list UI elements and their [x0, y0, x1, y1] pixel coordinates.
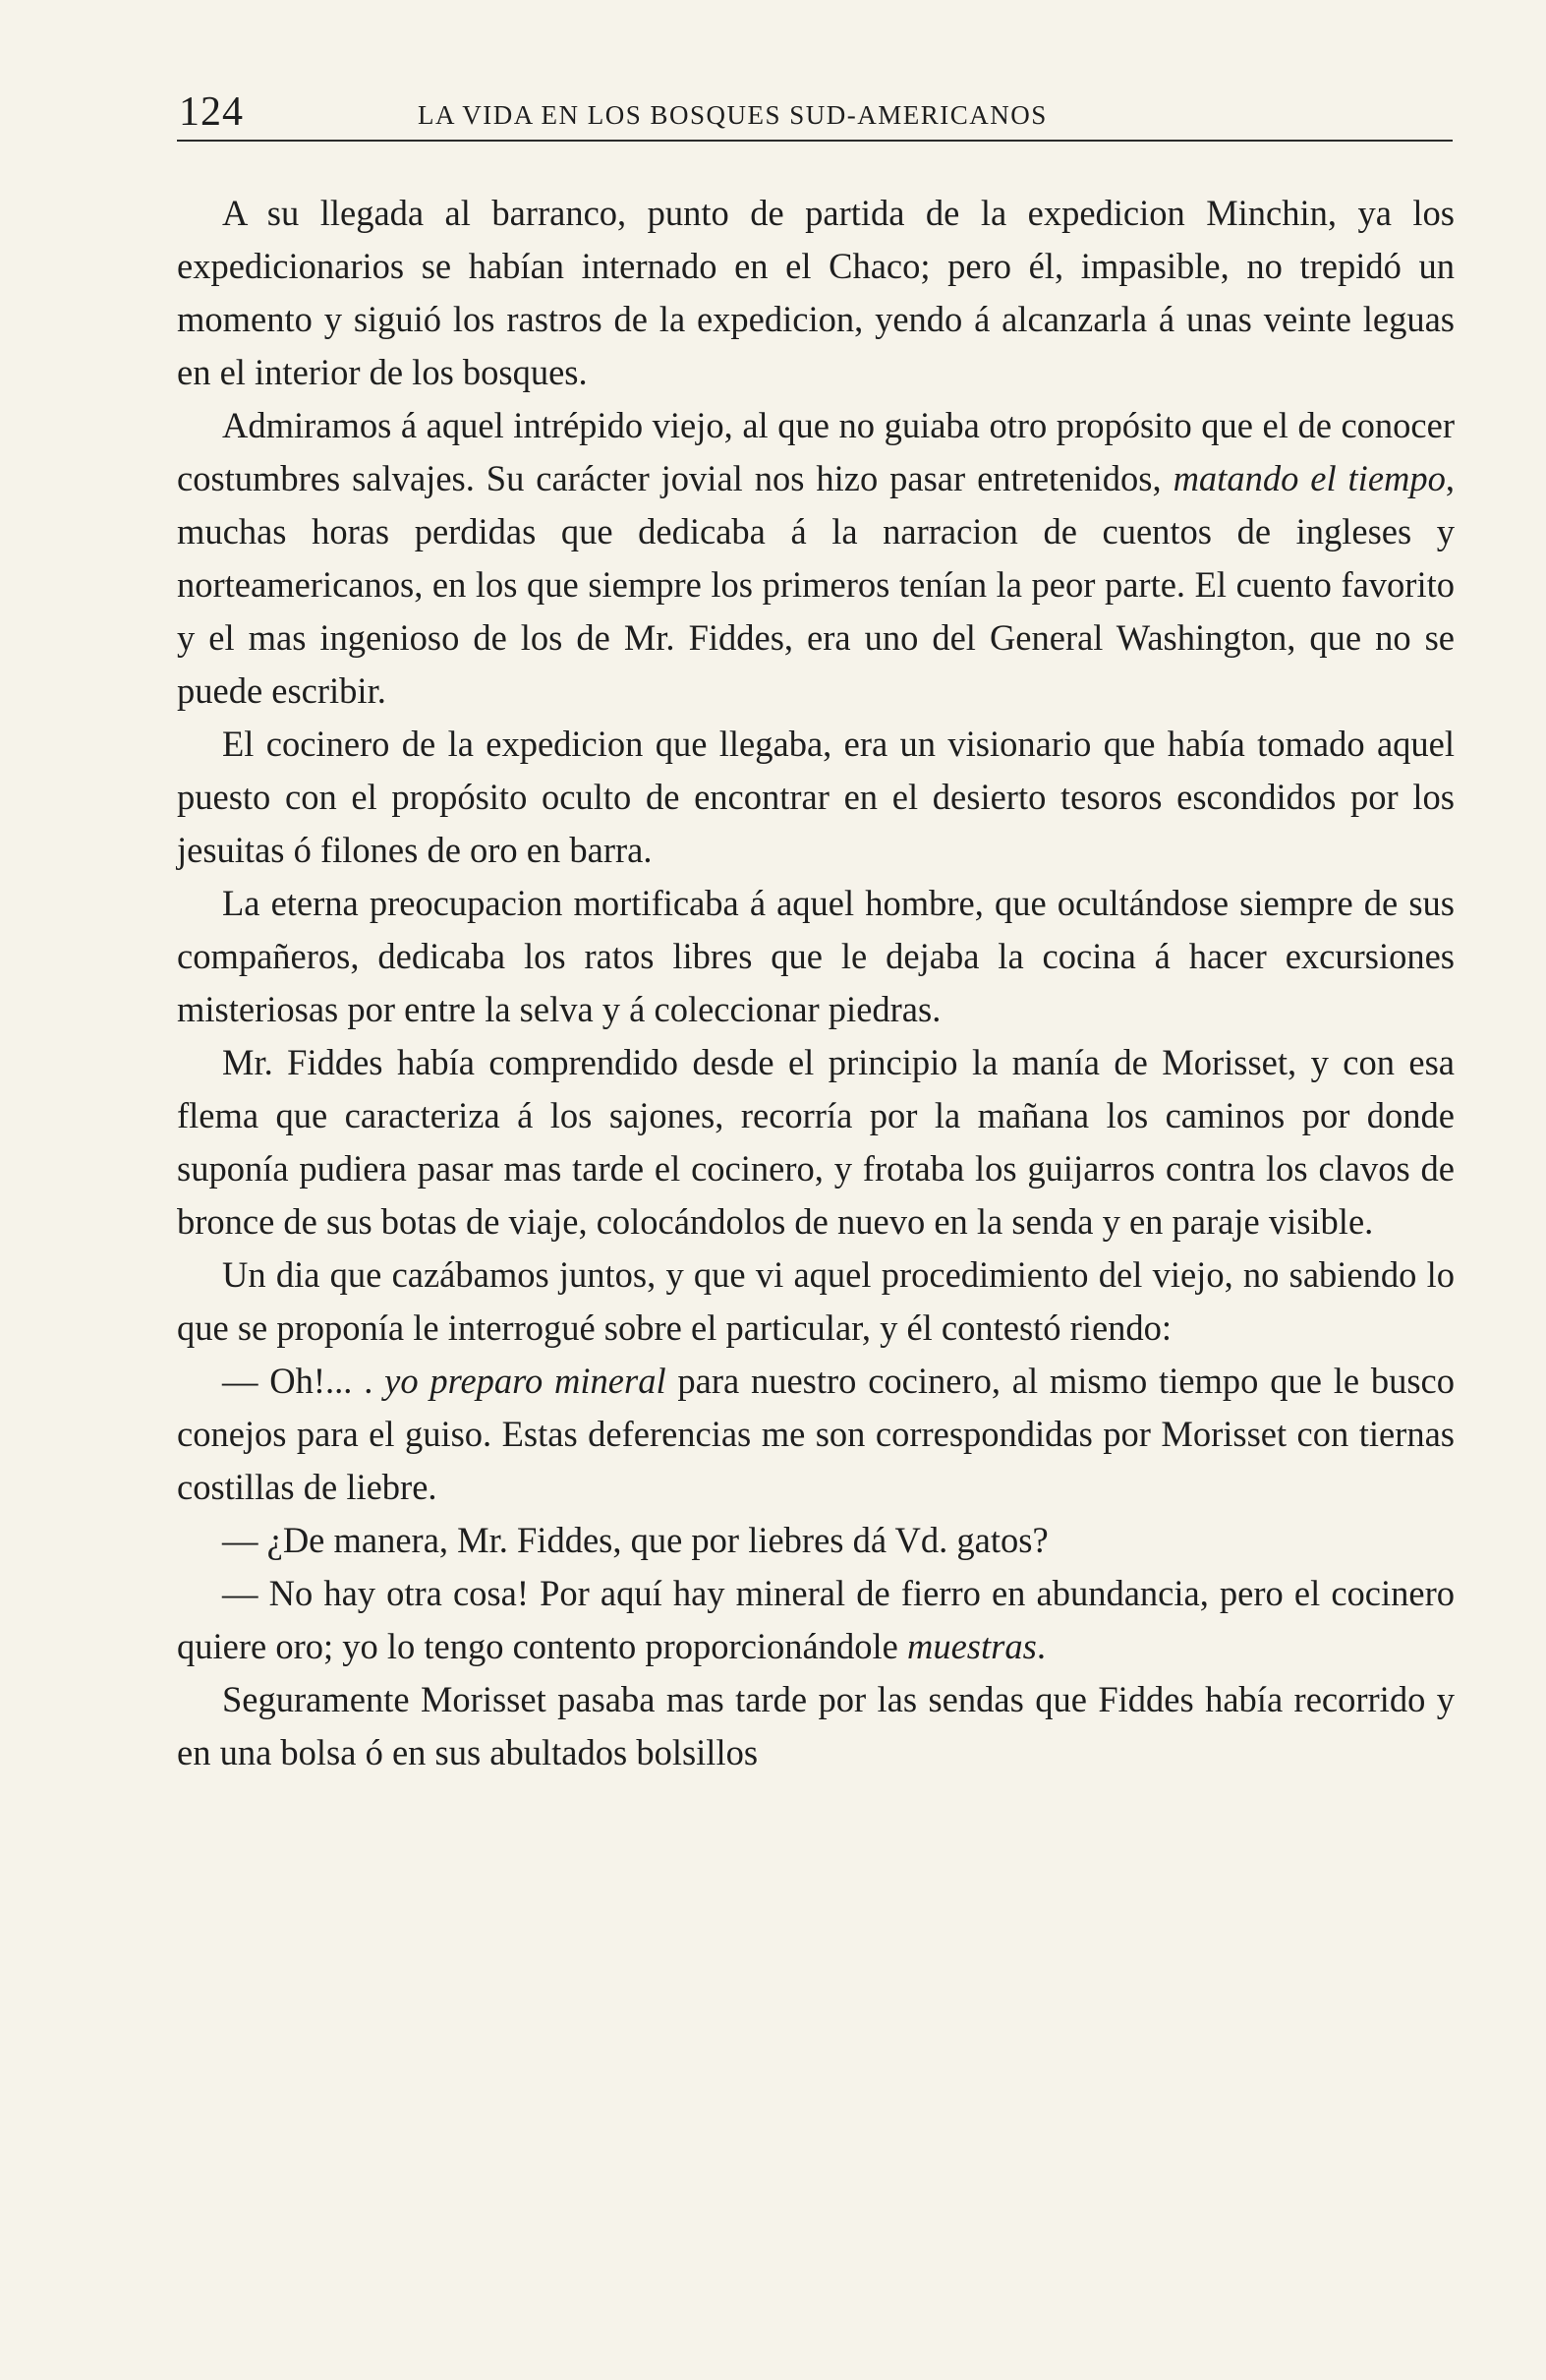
paragraph-1-text: A su llegada al barranco, punto de partida de la expedicion Minchin, ya los expedicionarios se habían internado en el Chaco; pero él, impasible, no trepidó un momento y siguió los rastros de la expedicion, yendo á alcanzarla á unas veinte leguas en el interior de los bosques.	[177, 193, 1455, 392]
paragraph-10-text: Seguramente Morisset pasaba mas tarde por las sendas que Fiddes había recorrido y en una bolsa ó en sus abultados bolsillos	[177, 1679, 1455, 1772]
running-title: LA VIDA EN LOS BOSQUES SUD-AMERICANOS	[418, 100, 1048, 130]
paragraph-2-italic-phrase: matando el tiempo	[1173, 458, 1446, 498]
paragraph-2-text-before: Admiramos á aquel intrépido viejo, al que no guiaba otro propósito que el de conocer costumbres salvajes. Su carácter jovial nos hizo pasar entretenidos,	[177, 405, 1455, 498]
paragraph-3	[177, 718, 1455, 877]
paragraph-4	[177, 877, 1455, 1036]
paragraph-3-text: El cocinero de la expedicion que llegaba, era un visionario que había tomado aquel puesto con el propósito oculto de encontrar en el desierto tesoros escondidos por los jesuitas ó filones de oro en barra.	[177, 724, 1455, 870]
paragraph-5	[177, 1036, 1455, 1248]
paragraph-6	[177, 1248, 1455, 1355]
running-head	[177, 90, 1453, 142]
paragraph-7	[177, 1355, 1455, 1514]
paragraph-9	[177, 1567, 1455, 1673]
paragraph-7-text-before: — Oh!... .	[222, 1361, 385, 1401]
page-number: 124	[179, 89, 244, 135]
paragraph-2-text-after: , muchas horas perdidas que dedicaba á la narracion de cuentos de ingleses y norteamericanos, en los que siempre los primeros tenían la peor parte. El cuento favorito y el mas ingenioso de los de Mr. Fiddes, era uno del General Washington, que no se puede escribir.	[177, 458, 1455, 711]
paragraph-1	[177, 187, 1455, 399]
paragraph-7-text-after: para nuestro cocinero, al mismo tiempo que le busco conejos para el guiso. Estas deferencias me son correspondidas por Morisset con tiernas costillas de liebre.	[177, 1361, 1455, 1507]
paragraph-6-text: Un dia que cazábamos juntos, y que vi aquel procedimiento del viejo, no sabiendo lo que se proponía le interrogué sobre el particular, y él contestó riendo:	[177, 1254, 1455, 1348]
paragraph-9-italic-phrase: muestras	[906, 1626, 1037, 1666]
paragraph-8-text: — ¿De manera, Mr. Fiddes, que por liebres dá Vd. gatos?	[222, 1520, 1049, 1560]
paragraph-9-text-before: — No hay otra cosa! Por aquí hay mineral de fierro en abundancia, pero el cocinero quiere oro; yo lo tengo contento proporcionándole	[177, 1573, 1455, 1666]
paragraph-5-text: Mr. Fiddes había comprendido desde el principio la manía de Morisset, y con esa flema que caracteriza á los sajones, recorría por la mañana los caminos por donde suponía pudiera pasar mas tarde el cocinero, y frotaba los guijarros contra los clavos de bronce de sus botas de viaje, colocándolos de nuevo en la senda y en paraje visible.	[177, 1042, 1455, 1242]
paragraph-8	[177, 1514, 1455, 1567]
paragraph-2	[177, 399, 1455, 718]
paragraph-7-italic-phrase: yo preparo mineral	[384, 1361, 666, 1401]
paragraph-9-text-after: .	[1036, 1626, 1046, 1666]
paragraph-4-text: La eterna preocupacion mortificaba á aquel hombre, que ocultándose siempre de sus compañeros, dedicaba los ratos libres que le dejaba la cocina á hacer excursiones misteriosas por entre la selva y á coleccionar piedras.	[177, 883, 1455, 1029]
body-text	[177, 187, 1455, 1779]
paragraph-10	[177, 1673, 1455, 1779]
